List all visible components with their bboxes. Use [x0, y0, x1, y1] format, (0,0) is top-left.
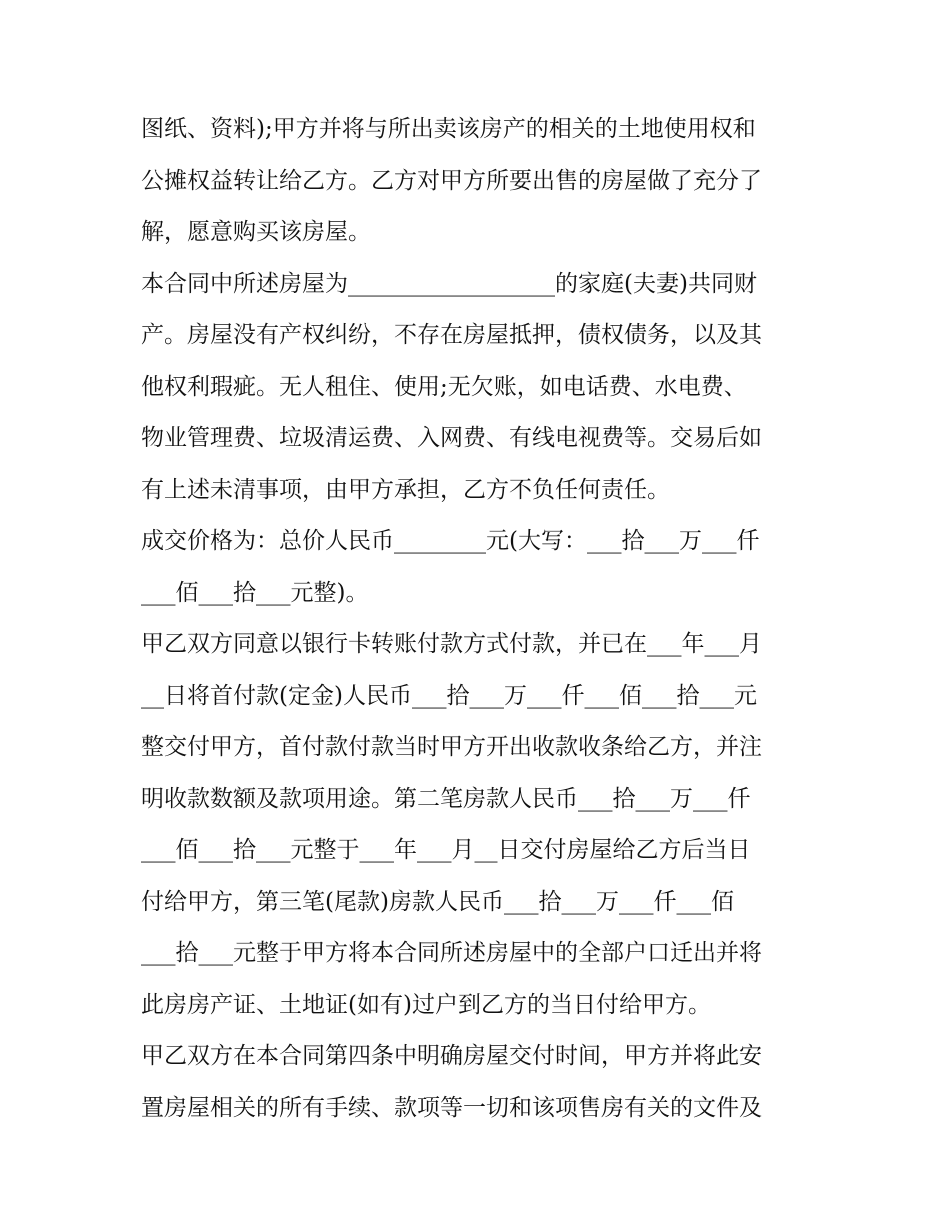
- text-line: 他权利瑕疵。无人租住、使用;无欠账，如电话费、水电费、: [141, 373, 747, 400]
- document-body: [141, 104, 813, 1134]
- text-line: 此房房产证、土地证(如有)过户到乙方的当日付给甲方。: [141, 991, 711, 1018]
- text-line: 甲乙双方在本合同第四条中明确房屋交付时间，甲方并将此安: [141, 1043, 762, 1069]
- paragraph-transfer-of-rights: [141, 104, 813, 259]
- text-line: 产。房屋没有产权纠纷，不存在房屋抵押，债权债务，以及其: [141, 322, 762, 348]
- text-line: 甲乙双方同意以银行卡转账付款方式付款，并已在___年___月: [141, 631, 762, 657]
- text-line: 置房屋相关的所有手续、款项等一切和该项售房有关的文件及: [141, 1094, 762, 1121]
- text-line: 图纸、资料);甲方并将与所出卖该房产的相关的土地使用权和: [141, 116, 756, 142]
- text-line: ___佰___拾___元整于___年___月__日交付房屋给乙方后当日: [141, 837, 751, 863]
- paragraph-handover: [141, 1031, 813, 1134]
- text-line: 公摊权益转让给乙方。乙方对甲方所要出售的房屋做了充分了: [141, 167, 762, 194]
- text-line: 有上述未清事项，由甲方承担，乙方不负任何责任。: [141, 476, 670, 503]
- paragraph-property-ownership: [141, 259, 813, 517]
- text-line: __日将首付款(定金)人民币___拾___万___仟___佰___拾___元: [141, 682, 757, 709]
- text-line: 明收款数额及款项用途。第二笔房款人民币___拾___万___仟: [141, 785, 751, 812]
- text-line: 成交价格为：总价人民币________元(大写：___拾___万___仟: [141, 528, 760, 554]
- text-line: 整交付甲方，首付款付款当时甲方开出收款收条给乙方，并注: [141, 734, 762, 760]
- paragraph-transaction-price: [141, 516, 813, 619]
- text-line: ___拾___元整于甲方将本合同所述房屋中的全部户口迁出并将: [141, 940, 762, 966]
- text-line: 本合同中所述房屋为__________________的家庭(夫妻)共同财: [141, 270, 757, 297]
- paragraph-payment-terms: [141, 619, 813, 1031]
- text-line: 物业管理费、垃圾清运费、入网费、有线电视费等。交易后如: [141, 425, 762, 451]
- text-line: ___佰___拾___元整)。: [141, 579, 369, 606]
- text-line: 付给甲方，第三笔(尾款)房款人民币___拾___万___仟___佰: [141, 888, 734, 915]
- text-line: 解，愿意购买该房屋。: [141, 219, 371, 245]
